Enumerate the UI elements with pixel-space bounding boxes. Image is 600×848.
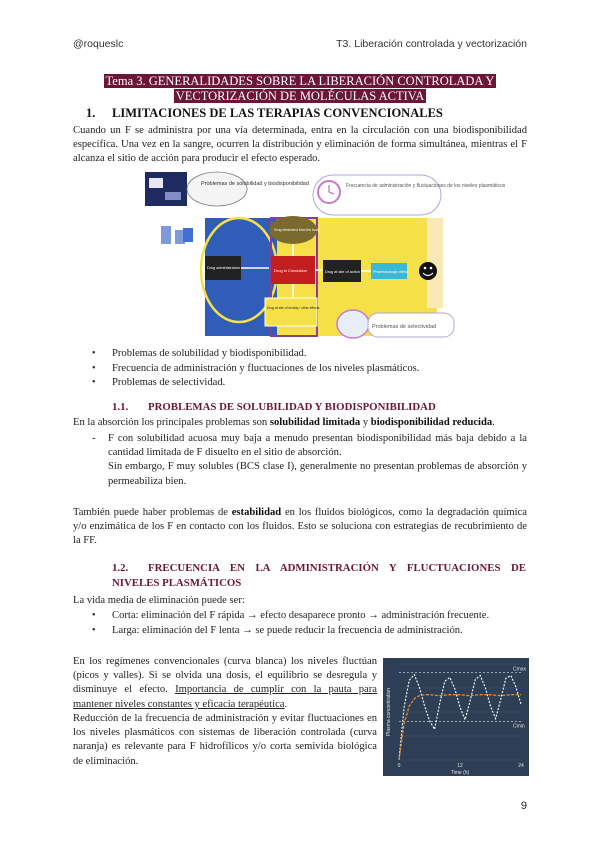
header-topic: T3. Liberación controlada y vectorización: [336, 38, 527, 50]
section-1-bullets: [92, 347, 522, 391]
page-number: 9: [520, 800, 527, 812]
page-title: Tema 3. GENERALIDADES SOBRE LA LIBERACIÓN CONTROLADA Y VECTORIZACIÓN DE MOLÉCULAS ACTIVA: [105, 74, 495, 103]
diagram-label-solubility: Problemas de solubilidad y biodisponibilidad: [201, 181, 309, 187]
section-1-2-bullets: [92, 609, 522, 638]
pharmacokinetics-diagram: [143, 170, 506, 338]
diagram-label-selectivity: Problemas de selectividad: [372, 324, 437, 330]
section-1-1-stability: También puede haber problemas de estabilidad en los fluidos biológicos, como la degradación química y/o enzimática de los F en contacto con los fluidos. Esto se soluciona con estrategias de recubrimiento de la FF.: [73, 507, 527, 547]
svg-text:Pharmacologic effect: Pharmacologic effect: [373, 270, 409, 274]
diagram-label-frequency: Frecuencia de administración y fluctuaciones de los niveles plasmáticos: [346, 183, 506, 189]
chart-background: [383, 658, 529, 776]
svg-text:Drug eliminated from the body: Drug eliminated from the body: [274, 228, 320, 232]
section-1-1-heading: 1.1. PROBLEMAS DE SOLUBILIDAD Y BIODISPONIBILIDAD: [112, 401, 436, 413]
header-author: @roqueslc: [73, 38, 124, 50]
diagram-thumb-left: [145, 172, 187, 206]
section-1-2-heading: 1.2. FRECUENCIA EN LA ADMINISTRACIÓN Y FLUCTUACIONES DE NIVELES PLASMÁTICOS: [112, 562, 526, 589]
section-1-1-dash-item: - F con solubilidad acuosa muy baja a menudo presentan biodisponibilidad más baja debido a la cantidad limitada de F disuelto en el sitio de absorción. Sin embargo, F muy solubles (BCS clase I), generalmente no presentan problemas de absorción y permeabiliza bien.: [92, 433, 527, 487]
section-1-2-paragraph-1: En los regímenes convencionales (curva blanca) los niveles fluctúan (picos y valles). Si se olvida una dosis, el equilibrio se desregula y disminuye el efecto. Importancia de cumplir con la pauta para mantener niveles constantes y eficacia terapéutica.: [73, 656, 377, 710]
svg-text:Drug at site of toxicity / oth: Drug at site of toxicity / other effects: [267, 306, 320, 310]
list-item: • Larga: eliminación del F lenta → se puede reducir la frecuencia de administración.: [92, 624, 522, 639]
list-item: • Frecuencia de administración y fluctuaciones de los niveles plasmáticos.: [92, 362, 522, 377]
x-axis-label: Time (h): [450, 770, 470, 776]
svg-text:Drug administration: Drug administration: [207, 266, 240, 270]
annotation-cmin: Cmin: [513, 723, 525, 730]
list-item: • Corta: eliminación del F rápida → efecto desaparece pronto → administración frecuente.: [92, 609, 522, 624]
smiley-icon: [419, 262, 437, 280]
diagram-box-toxic: [265, 298, 317, 326]
svg-text:Drug at site of action: Drug at site of action: [325, 270, 360, 274]
section-1-2-paragraph-2: Reducción de la frecuencia de administración y evitar fluctuaciones en los niveles plasmáticos con sistemas de liberación controlada (curva naranja) es relevante para F hidrofílicos y/o corta semivida biológica de eliminación.: [73, 713, 377, 767]
plasma-concentration-chart: [383, 658, 529, 776]
annotation-cmax: Cmax: [513, 666, 527, 673]
x-tick-label: 0: [397, 763, 401, 769]
x-tick-label: 24: [518, 763, 524, 769]
x-tick-label: 12: [457, 763, 463, 769]
list-item: • Problemas de selectividad.: [92, 376, 522, 391]
section-1-2-intro: La vida media de eliminación puede ser:: [73, 595, 245, 606]
section-1-heading: 1. LIMITACIONES DE LAS TERAPIAS CONVENCIONALES: [86, 106, 443, 120]
section-1-1-intro: En la absorción los principales problemas son solubilidad limitada y biodisponibilidad reducida.: [73, 417, 495, 428]
list-item: • Problemas de solubilidad y biodisponibilidad.: [92, 347, 522, 362]
svg-text:Drug in Circulation: Drug in Circulation: [274, 268, 307, 273]
section-1-intro: Cuando un F se administra por una vía determinada, entra en la circulación con una biodisponibilidad específica. Una vez en la sangre, ocurren la distribución y eliminación de forma simultánea, mientras el F alcanza el sitio de acción para producir el efecto esperado.: [73, 125, 527, 165]
y-axis-label: Plasma concentration: [386, 687, 392, 737]
